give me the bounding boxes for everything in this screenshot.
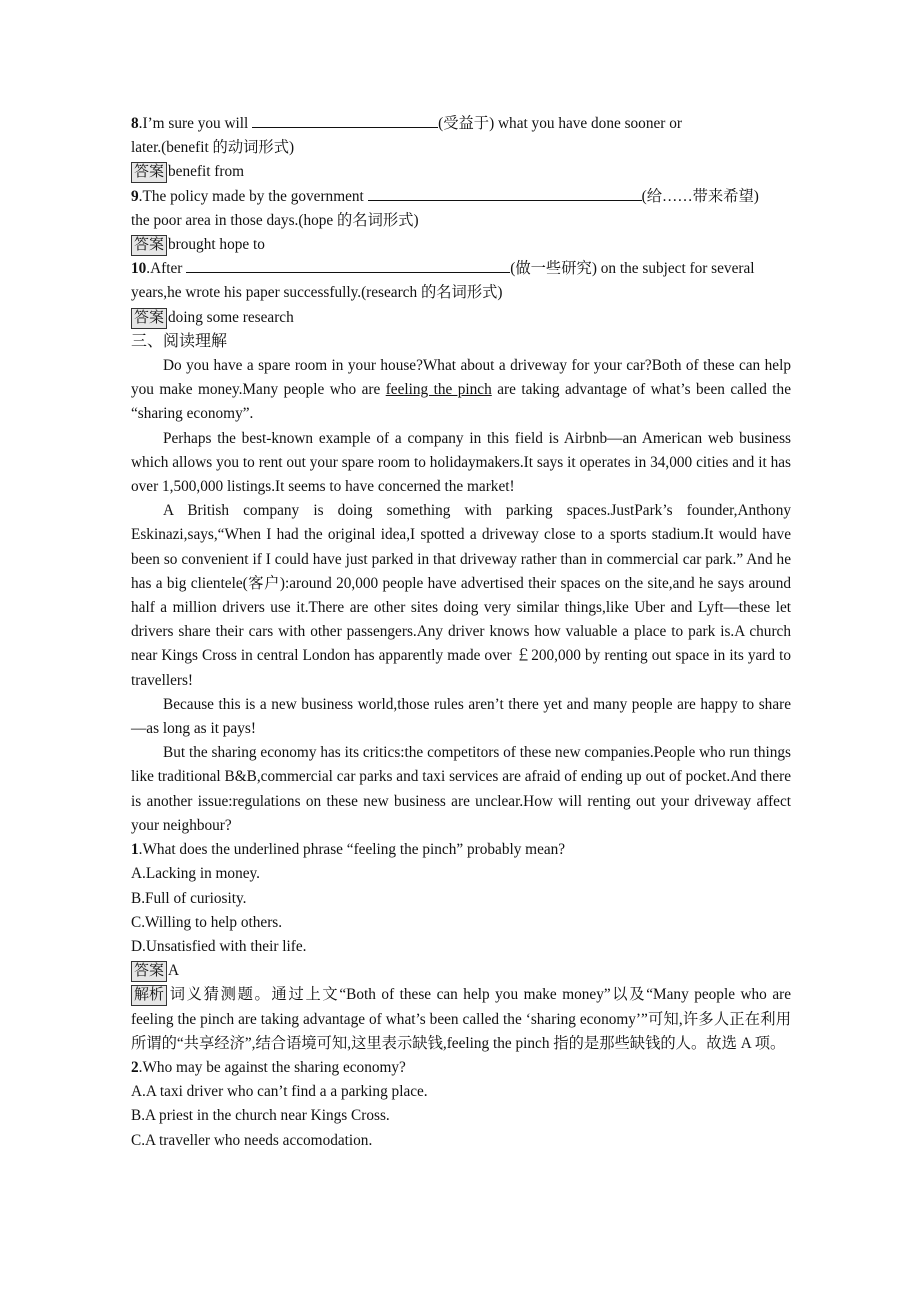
reading-passage <box>131 354 791 838</box>
passage-paragraph: Because this is a new business world,those rules aren’t there yet and many people are happy to share—as long as it pays! <box>131 695 791 738</box>
underlined-phrase: feeling the pinch <box>385 381 492 399</box>
worksheet-page <box>131 112 791 1153</box>
answer-text: A <box>168 962 180 980</box>
section-title: 三、阅读理解 <box>131 332 228 350</box>
option-a[interactable]: A.A taxi driver who can’t find a a parking place. <box>131 1083 428 1101</box>
question-number: 8 <box>131 115 139 132</box>
answer-text: benefit from <box>168 163 245 181</box>
option-d[interactable]: D.Unsatisfied with their life. <box>131 937 307 955</box>
question-number: 9 <box>131 187 139 205</box>
passage-paragraph: Perhaps the best-known example of a company in this field is Airbnb—an American web business which allows you to rent out your spare room to holidaymakers.It says it operates in 34,000 cities and it has over 1,500,000 listings.It seems to have concerned the market! <box>131 429 791 496</box>
question-number: 2 <box>131 1058 139 1076</box>
passage-paragraph: But the sharing economy has its critics:the competitors of these new companies.People who run things like traditional B&B,commercial car parks and taxi services are afraid of ending up out of pocket.And there is another issue:regulations on these new business are unclear.How will renting out your driveway affect your neighbour? <box>131 744 791 834</box>
answer-text: doing some research <box>168 308 294 326</box>
answer-tag: 答案 <box>131 308 167 329</box>
option-c[interactable]: C.Willing to help others. <box>131 913 283 931</box>
passage-paragraph: Do you have a spare room in your house?What about a driveway for your car?Both of these can help you make money.Many people who are feeling the pinch are taking advantage of what’s been called the “sharing economy”. <box>131 357 791 423</box>
analysis-tag: 解析 <box>131 985 167 1006</box>
answer-blank[interactable] <box>252 112 438 128</box>
answer-tag: 答案 <box>131 235 167 256</box>
reading-question-1: 1.What does the underlined phrase “feeling the pinch” probably mean? A.Lacking in money. B.Full of curiosity. C.Willing to help others. D.Unsatisfied with their life. 答案 A 解析 词义猜测题。通过上文“Both of these can help you make money”以及“Many people who are feeling the pinch are taking advantage of what’s been called the ‘sharing economy’”可知,许多人正在利用所谓的“共享经济”,结合语境可知,这里表示缺钱,feeling the pinch 指的是那些缺钱的人。故选 A 项。 <box>131 841 791 1052</box>
option-a[interactable]: A.Lacking in money. <box>131 865 261 883</box>
answer-blank[interactable] <box>368 185 642 201</box>
reading-question-2: 2.Who may be against the sharing economy? A.A taxi driver who can’t find a a parking place. B.A priest in the church near Kings Cross. C.A traveller who needs accomodation. <box>131 1056 791 1153</box>
answer-blank[interactable] <box>186 257 510 273</box>
question-9: 9.The policy made by the government (给……带来希望) the poor area in those days.(hope 的名词形式) 答案 brought hope to <box>131 185 791 258</box>
option-c[interactable]: C.A traveller who needs accomodation. <box>131 1131 373 1149</box>
answer-text: brought hope to <box>168 236 265 254</box>
option-b[interactable]: B.Full of curiosity. <box>131 889 247 907</box>
question-number: 1 <box>131 841 139 859</box>
answer-tag: 答案 <box>131 961 167 982</box>
passage-paragraph: A British company is doing something with parking spaces.JustPark’s founder,Anthony Eskinazi,says,“When I had the original idea,I spotted a driveway close to a sports stadium.It would have been so convenient if I could have just parked in that driveway rather than in commercial car park.” And he has a big clientele(客户):around 20,000 people have advertised their spaces on the site,and he says around half a million drivers use it.There are other sites doing very similar things,like Uber and Lyft—these let drivers share their cars with other passengers.Any driver knows how valuable a place to park is.A church near Kings Cross in central London has apparently made over ￡200,000 by renting out space in its yard to travellers! <box>131 502 791 689</box>
question-10: 10.After (做一些研究) on the subject for several years,he wrote his paper successfully.(research 的名词形式) 答案 doing some research <box>131 257 791 330</box>
answer-tag: 答案 <box>131 162 167 183</box>
question-8: 8.I’m sure you will (受益于) what you have done sooner or later.(benefit 的动词形式) 答案 benefit from <box>131 112 791 185</box>
option-b[interactable]: B.A priest in the church near Kings Cross. <box>131 1107 390 1125</box>
analysis-text: 词义猜测题。通过上文“Both of these can help you make money”以及“Many people who are feeling the pinch are taking advantage of what’s been called the ‘sharing economy’”可知,许多人正在利用所谓的“共享经济”,结合语境可知,这里表示缺钱,feeling the pinch 指的是那些缺钱的人。故选 A 项。 <box>131 986 791 1052</box>
question-number: 10 <box>131 260 147 278</box>
